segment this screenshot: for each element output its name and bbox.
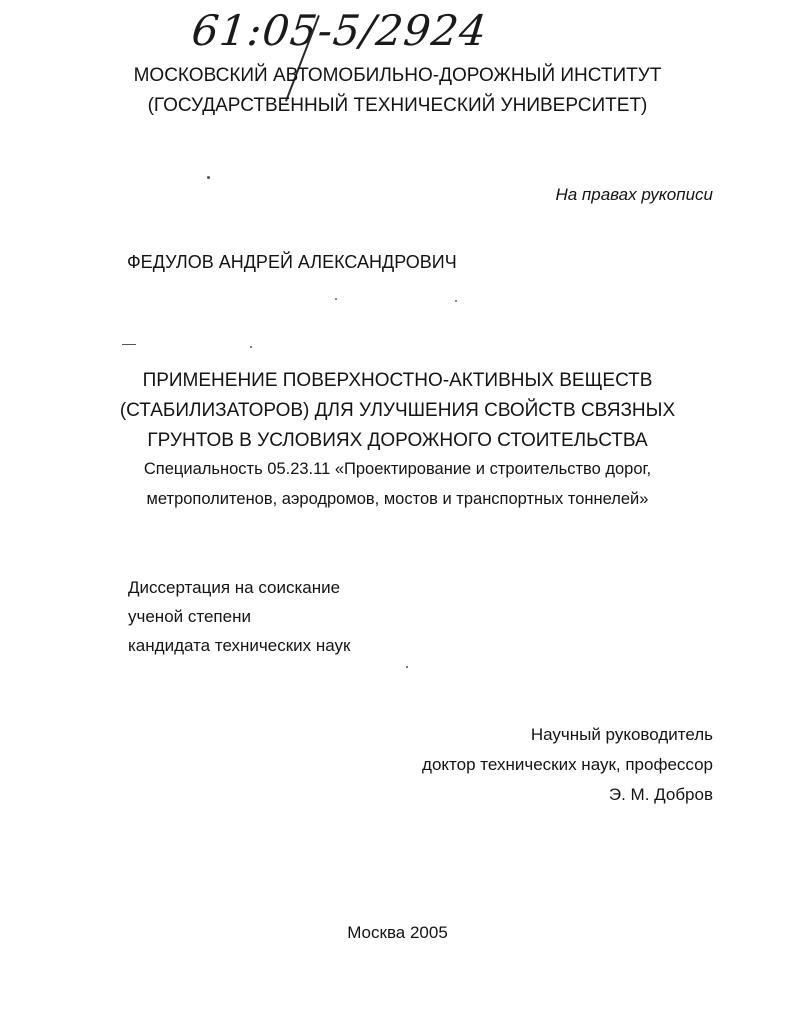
institute-name-line-1: МОСКОВСКИЙ АВТОМОБИЛЬНО-ДОРОЖНЫЙ ИНСТИТУТ (133, 65, 662, 86)
supervisor-credentials: доктор технических наук, профессор (422, 755, 713, 774)
specialty-line-2: метрополитенов, аэродромов, мостов и транспортных тоннелей» (146, 490, 649, 508)
degree-line-1: Диссертация на соискание (128, 578, 341, 597)
scan-speck (455, 300, 457, 302)
dissertation-title-line-3: ГРУНТОВ В УСЛОВИЯХ ДОРОЖНОГО СТОИТЕЛЬСТВА (147, 430, 648, 451)
scan-speck (335, 298, 337, 300)
institute-name-line-2: (ГОСУДАРСТВЕННЫЙ ТЕХНИЧЕСКИЙ УНИВЕРСИТЕТ) (147, 95, 648, 116)
degree-line-3: кандидата технических наук (128, 636, 351, 655)
scan-speck (406, 666, 408, 668)
handwritten-archive-number: 61:05-5/2924 (189, 6, 490, 55)
supervisor-label: Научный руководитель (530, 725, 713, 744)
dissertation-title-line-2: (СТАБИЛИЗАТОРОВ) ДЛЯ УЛУЧШЕНИЯ СВОЙСТВ СВЯЗНЫХ (119, 400, 676, 421)
dissertation-title-line-1: ПРИМЕНЕНИЕ ПОВЕРХНОСТНО-АКТИВНЫХ ВЕЩЕСТВ (142, 370, 653, 391)
scan-speck (250, 346, 252, 348)
degree-line-2: ученой степени (128, 607, 251, 626)
rights-note: На правах рукописи (555, 185, 713, 204)
specialty-line-1: Специальность 05.23.11 «Проектирование и строительство дорог, (143, 460, 652, 478)
city-year: Москва 2005 (347, 923, 448, 942)
scan-dash (122, 344, 136, 345)
author-name: ФЕДУЛОВ АНДРЕЙ АЛЕКСАНДРОВИЧ (127, 252, 457, 272)
scan-speck (207, 176, 210, 179)
supervisor-name: Э. М. Добров (608, 785, 713, 804)
